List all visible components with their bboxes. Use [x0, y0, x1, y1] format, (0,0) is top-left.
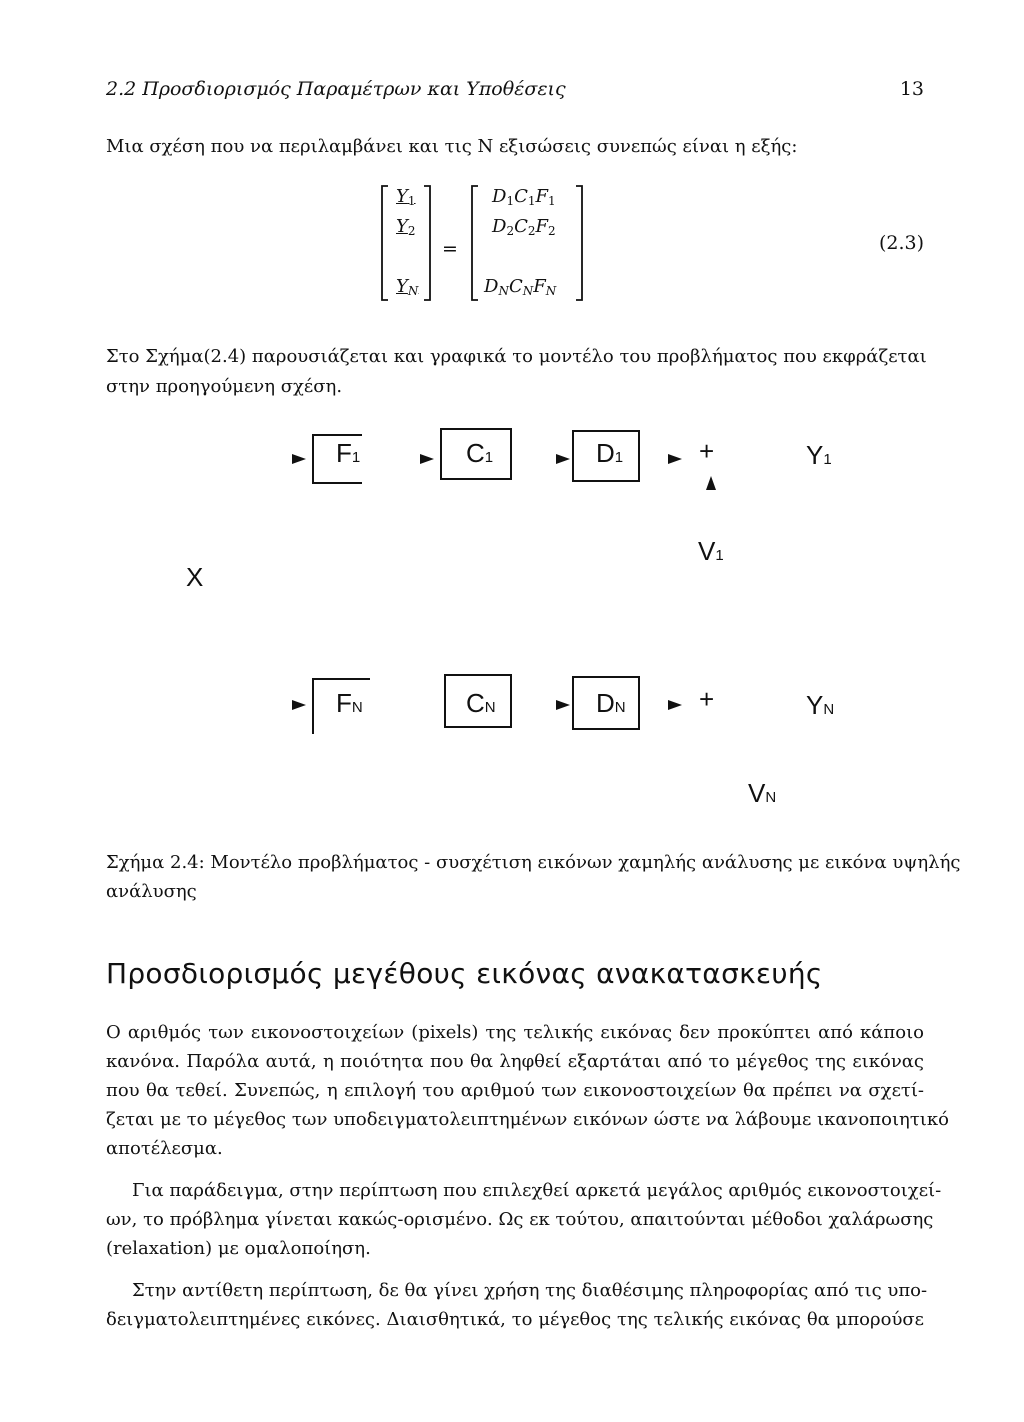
label-cn: CN: [466, 688, 496, 718]
output-yn: YN: [806, 690, 835, 720]
body-line: δειγματολειπτημένες εικόνες. Διαισθητικά, το μέγεθος της τελικής εικόνας θα μπορούσε: [106, 1309, 924, 1330]
arrow-icon: [556, 700, 570, 710]
equation-number: (2.3): [878, 232, 924, 254]
noise-vn: VN: [748, 778, 777, 808]
noise-v1: V1: [698, 536, 724, 566]
up-arrow-icon: [706, 476, 716, 490]
label-fn: FN: [336, 688, 363, 718]
body-line: ζεται με το μέγεθος των υποδειγματολειπτημένων εικόνων ώστε να λάβουμε ικανοποιητικό: [106, 1109, 949, 1130]
section-heading: Προσδιορισμός μεγέθους εικόνας ανακατασκευής: [106, 957, 823, 990]
equals-sign: =: [442, 238, 458, 260]
sum-node-n: +: [699, 684, 715, 714]
body-line: αποτέλεσμα.: [106, 1138, 223, 1159]
arrow-icon: [668, 454, 682, 464]
label-dn: DN: [596, 688, 626, 718]
figure-caption-line1: Σχήμα 2.4: Μοντέλο προβλήματος - συσχέτιση εικόνων χαμηλής ανάλυσης με εικόνα υψηλής: [106, 852, 961, 873]
body-line: (relaxation) με ομαλοποίηση.: [106, 1238, 371, 1259]
page-number: 13: [899, 78, 924, 100]
rhs-row-1: $D_1C_1F_1$: [492, 186, 556, 208]
arrow-icon: [556, 454, 570, 464]
sum-node-1: +: [699, 436, 715, 466]
body-line: κανόνα. Παρόλα αυτά, η ποιότητα που θα ληφθεί εξαρτάται από το μέγεθος της εικόνας: [106, 1051, 924, 1072]
body-line: ων, το πρόβλημα γίνεται κακώς-ορισμένο. Ως εκ τούτου, απαιτούνται μέθοδοι χαλάρωσης: [106, 1209, 934, 1230]
body-line: Στην αντίθετη περίπτωση, δε θα γίνει χρήση της διαθέσιμης πληροφορίας από τις υπο-: [132, 1280, 928, 1301]
body-line: Ο αριθμός των εικονοστοιχείων (pixels) της τελικής εικόνας δεν προκύπτει από κάποιο: [106, 1022, 924, 1043]
lhs-y2: $Y_2$: [396, 216, 416, 238]
arrow-icon: [292, 700, 306, 710]
input-x: X: [186, 562, 204, 592]
lhs-yn: YN: [396, 276, 419, 298]
intro-text: Μια σχέση που να περιλαμβάνει και τις N εξισώσεις συνεπώς είναι η εξής:: [106, 136, 798, 157]
label-f1: F1: [336, 438, 361, 468]
rhs-row-2: $D_2C_2F_2$: [492, 216, 556, 238]
lhs-y1: $Y_1$: [396, 186, 416, 208]
arrow-icon: [292, 454, 306, 464]
output-y1: Y1: [806, 440, 832, 470]
rhs-row-n: DNCNFN: [484, 276, 557, 298]
arrow-icon: [668, 700, 682, 710]
body-line: Για παράδειγμα, στην περίπτωση που επιλεχθεί αρκετά μεγάλος αριθμός εικονοστοιχεί-: [132, 1180, 942, 1201]
paragraph-figure-ref-line1: Στο Σχήμα(2.4) παρουσιάζεται και γραφικά το μοντέλο του προβλήματος που εκφράζεται: [106, 346, 927, 367]
label-c1: C1: [466, 438, 494, 468]
running-header-title: 2.2 Προσδιορισμός Παραμέτρων και Υποθέσεις: [106, 78, 566, 100]
label-d1: D1: [596, 438, 624, 468]
paragraph-figure-ref-line2: στην προηγούμενη σχέση.: [106, 376, 343, 397]
body-line: που θα τεθεί. Συνεπώς, η επιλογή του αριθμού των εικονοστοιχείων θα πρέπει να σχετί-: [106, 1080, 924, 1101]
figure-caption-line2: ανάλυσης: [106, 881, 197, 902]
arrow-icon: [420, 454, 434, 464]
